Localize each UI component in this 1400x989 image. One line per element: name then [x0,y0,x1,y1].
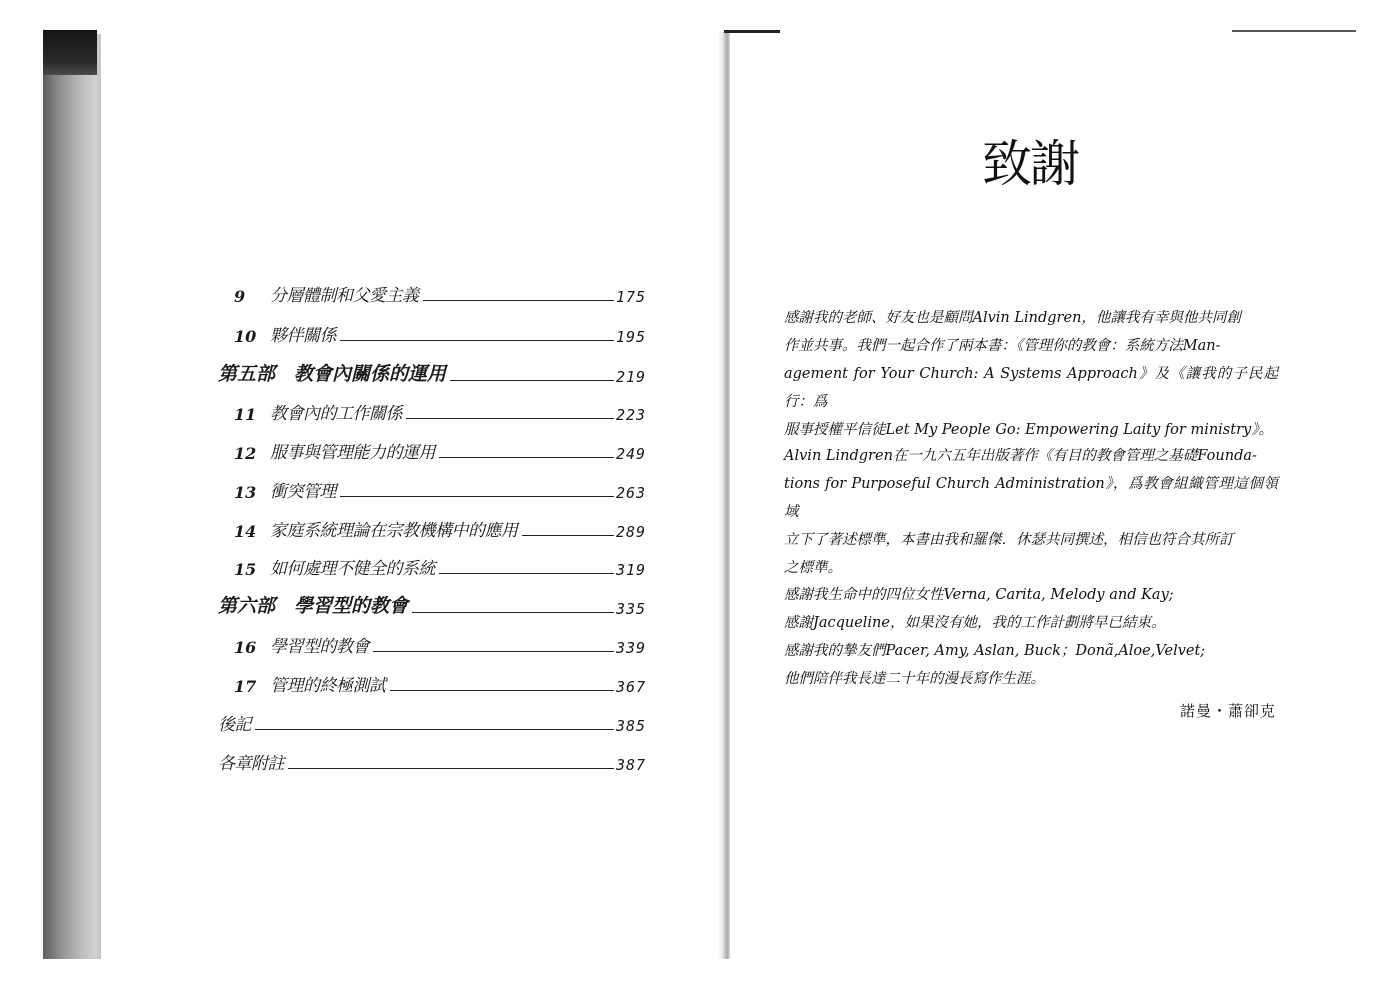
toc-leader-line [288,768,614,769]
toc-leader-line [340,496,614,497]
toc-entry-title: 教會內的工作關係 [270,404,402,424]
toc-leader-line [412,612,614,613]
toc-chapter-number: 12 [234,444,257,463]
toc-part-heading [218,360,650,386]
toc-entry-title: 各章附註 [218,754,284,774]
toc-leader-line [373,651,614,652]
toc-entry [218,476,650,502]
book-gutter [718,32,730,959]
toc-entry [218,631,650,657]
text-line: 感謝我的摯友們Pacer, Amy, Aslan, Buck；Donã,Aloe,Velvet; [784,643,1206,659]
toc-entry [218,280,650,306]
acknowledgement-paragraph [784,442,1278,582]
toc-entry [218,320,650,346]
toc-entry [218,748,650,774]
author-signature: 諾曼・蕭卻克 [1179,702,1276,720]
text-line: 服事授權平信徒Let My People Go: Empowering Laity for ministry》。 [784,422,1273,438]
toc-entry [218,709,650,735]
toc-page-number: 175 [616,288,647,306]
toc-entry-title: 分層體制和父愛主義 [270,286,419,306]
toc-entry [218,515,650,541]
toc-chapter-number: 11 [234,405,257,424]
toc-entry-title: 家庭系統理論在宗教機構中的應用 [270,521,518,541]
text-line: 立下了著述標準，本書由我和羅傑．休瑟共同撰述，相信也符合其所訂 [784,532,1234,548]
text-line: 感謝我生命中的四位女性Verna, Carita, Melody and Kay; [784,587,1174,603]
toc-chapter-number: 15 [234,560,257,579]
scan-edge-mark [724,30,780,33]
toc-page-number: 319 [616,561,647,579]
toc-chapter-number: 17 [234,677,257,696]
toc-chapter-number: 14 [234,522,257,541]
text-line: 感謝Jacqueline，如果沒有她，我的工作計劃將早已結束。 [784,615,1166,631]
text-line: 之標準。 [784,560,842,576]
text-line: 他們陪伴我長達二十年的漫長寫作生涯。 [784,671,1045,687]
toc-leader-line [390,690,615,691]
text-line: 感謝我的老師、好友也是顧問Alvin Lindgren，他讓我有幸與他共同創 [784,310,1241,326]
toc-chapter-number: 9 [234,287,246,306]
toc-leader-line [406,418,614,419]
book-spine-shadow [43,30,97,959]
toc-chapter-number: 10 [234,327,257,346]
toc-part-title: 第六部 學習型的教會 [218,595,409,617]
toc-page-number: 387 [616,756,647,774]
toc-page-number: 249 [616,445,647,463]
text-line: agement for Your Church: A Systems Approach》及《讓我的子民起行：爲 [784,366,1278,410]
text-line: 作並共事。我們一起合作了兩本書：《管理你的教會：系統方法Man- [784,338,1221,354]
toc-page-number: 223 [616,406,647,424]
toc-chapter-number: 13 [234,483,257,502]
toc-entry [218,398,650,424]
toc-page-number: 219 [616,368,647,386]
page-edge [97,34,101,959]
toc-leader-line [439,573,614,574]
toc-leader-line [439,457,614,458]
toc-leader-line [450,380,614,381]
scan-edge-mark [1232,30,1356,32]
toc-chapter-number: 16 [234,638,257,657]
toc-entry-title: 夥伴關係 [270,326,336,346]
toc-page-number: 335 [616,600,647,618]
toc-page-number: 289 [616,523,647,541]
toc-entry-title: 後記 [218,715,251,735]
text-line: tions for Purposeful Church Administration》，爲教會組織管理這個領域 [784,476,1278,520]
text-line: Alvin Lindgren在一九六五年出版著作《有目的教會管理之基礎Founda- [784,448,1257,464]
toc-page-number: 263 [616,484,647,502]
acknowledgement-paragraph [784,304,1278,444]
toc-entry-title: 服事與管理能力的運用 [270,443,435,463]
acknowledgement-paragraph [784,581,1278,693]
acknowledgements-title: 致謝 [982,135,1078,193]
toc-page-number: 195 [616,328,647,346]
toc-entry [218,437,650,463]
toc-page-number: 367 [616,678,647,696]
book-spine-top [43,30,97,75]
toc-page-number: 339 [616,639,647,657]
toc-leader-line [522,535,615,536]
toc-part-title: 第五部 教會內關係的運用 [218,363,447,385]
toc-entry-title: 管理的終極測試 [270,676,386,696]
toc-entry-title: 如何處理不健全的系統 [270,559,435,579]
toc-entry [218,553,650,579]
toc-leader-line [423,300,615,301]
toc-part-heading [218,592,650,618]
toc-entry-title: 衝突管理 [270,482,336,502]
toc-entry [218,670,650,696]
toc-leader-line [340,340,614,341]
toc-entry-title: 學習型的教會 [270,637,369,657]
toc-page-number: 385 [616,717,647,735]
toc-leader-line [255,729,614,730]
